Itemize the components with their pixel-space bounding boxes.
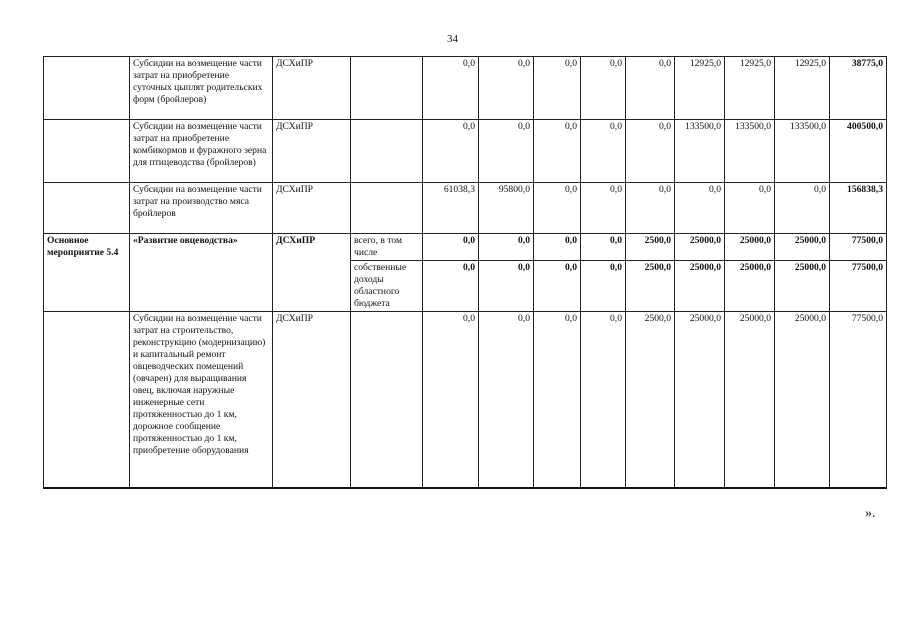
- value-cell: 0,0: [581, 312, 626, 488]
- page-number: 34: [447, 33, 458, 45]
- executor: ДСХиПР: [273, 234, 351, 312]
- table-row: [44, 234, 887, 261]
- measure-cell: [44, 183, 130, 234]
- table-row: [44, 120, 887, 183]
- item-name: Субсидии на возмещение части затрат на приобретение суточных цыплят родительских форм (бройлеров): [130, 57, 273, 120]
- value-cell: 25000,0: [775, 312, 830, 488]
- value-cell: 133500,0: [725, 120, 775, 183]
- executor: ДСХиПР: [273, 183, 351, 234]
- value-cell: 2500,0: [626, 312, 675, 488]
- total-cell: 77500,0: [830, 312, 887, 488]
- measure-cell: [44, 120, 130, 183]
- value-cell: 2500,0: [626, 234, 675, 261]
- value-cell: 0,0: [581, 234, 626, 261]
- value-cell: 25000,0: [725, 261, 775, 312]
- value-cell: 0,0: [479, 261, 534, 312]
- item-name: Субсидии на возмещение части затрат на строительство, реконструкцию (модернизацию) и капитальный ремонт овцеводческих помещений (овчарен) для выращивания овец, включая наружные инженерные сети протяженностью до 1 км, дорожное сообщение протяженностью до 1 км, приобретение оборудования: [130, 312, 273, 488]
- value-cell: 0,0: [479, 234, 534, 261]
- source-cell: [351, 312, 423, 488]
- value-cell: 12925,0: [775, 57, 830, 120]
- executor: ДСХиПР: [273, 120, 351, 183]
- measure-cell: [44, 57, 130, 120]
- value-cell: 0,0: [534, 120, 581, 183]
- value-cell: 0,0: [725, 183, 775, 234]
- value-cell: 0,0: [534, 312, 581, 488]
- total-cell: 156838,3: [830, 183, 887, 234]
- value-cell: 25000,0: [675, 312, 725, 488]
- measure-label: Основное мероприятие 5.4: [44, 234, 130, 312]
- value-cell: 0,0: [534, 234, 581, 261]
- value-cell: 25000,0: [675, 234, 725, 261]
- value-cell: 0,0: [423, 312, 479, 488]
- total-cell: 77500,0: [830, 261, 887, 312]
- closing-quote-mark: ».: [865, 506, 876, 521]
- source-cell: [351, 183, 423, 234]
- value-cell: 12925,0: [675, 57, 725, 120]
- total-cell: 77500,0: [830, 234, 887, 261]
- value-cell: 0,0: [423, 234, 479, 261]
- table-row: [44, 183, 887, 234]
- value-cell: 0,0: [775, 183, 830, 234]
- value-cell: 0,0: [423, 120, 479, 183]
- value-cell: 133500,0: [775, 120, 830, 183]
- source-label: собственные доходы областного бюджета: [351, 261, 423, 312]
- value-cell: 133500,0: [675, 120, 725, 183]
- source-cell: [351, 120, 423, 183]
- value-cell: 0,0: [581, 183, 626, 234]
- executor: ДСХиПР: [273, 312, 351, 488]
- value-cell: 0,0: [423, 57, 479, 120]
- value-cell: 25000,0: [725, 312, 775, 488]
- value-cell: 61038,3: [423, 183, 479, 234]
- measure-cell: [44, 312, 130, 488]
- value-cell: 0,0: [626, 57, 675, 120]
- value-cell: 0,0: [534, 261, 581, 312]
- value-cell: 25000,0: [725, 234, 775, 261]
- total-cell: 400500,0: [830, 120, 887, 183]
- value-cell: 25000,0: [675, 261, 725, 312]
- value-cell: 0,0: [581, 57, 626, 120]
- value-cell: 0,0: [534, 183, 581, 234]
- value-cell: 12925,0: [725, 57, 775, 120]
- value-cell: 0,0: [423, 261, 479, 312]
- value-cell: 0,0: [675, 183, 725, 234]
- table-row: [44, 57, 887, 120]
- value-cell: 0,0: [479, 120, 534, 183]
- item-name: «Развитие овцеводства»: [130, 234, 273, 312]
- value-cell: 95800,0: [479, 183, 534, 234]
- value-cell: 25000,0: [775, 234, 830, 261]
- value-cell: 0,0: [626, 183, 675, 234]
- value-cell: 25000,0: [775, 261, 830, 312]
- total-cell: 38775,0: [830, 57, 887, 120]
- value-cell: 2500,0: [626, 261, 675, 312]
- value-cell: 0,0: [479, 312, 534, 488]
- executor: ДСХиПР: [273, 57, 351, 120]
- value-cell: 0,0: [581, 261, 626, 312]
- source-cell: [351, 57, 423, 120]
- value-cell: 0,0: [581, 120, 626, 183]
- table-row: [44, 312, 887, 488]
- value-cell: 0,0: [479, 57, 534, 120]
- budget-table: [43, 56, 887, 489]
- item-name: Субсидии на возмещение части затрат на производство мяса бройлеров: [130, 183, 273, 234]
- item-name: Субсидии на возмещение части затрат на приобретение комбикормов и фуражного зерна для птицеводства (бройлеров): [130, 120, 273, 183]
- source-label: всего, в том числе: [351, 234, 423, 261]
- value-cell: 0,0: [626, 120, 675, 183]
- value-cell: 0,0: [534, 57, 581, 120]
